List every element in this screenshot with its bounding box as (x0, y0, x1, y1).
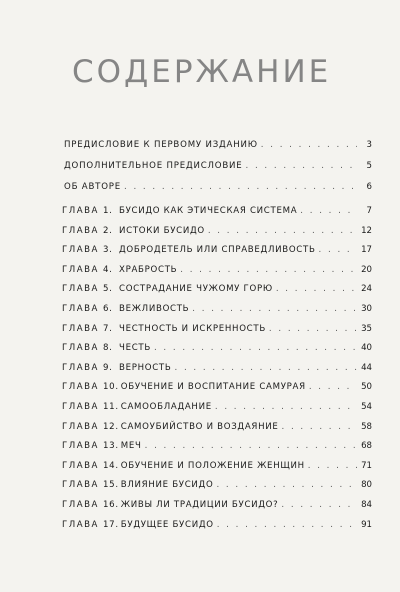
chapter-number: 13. (103, 441, 119, 452)
chapter-word: ГЛАВА (62, 499, 99, 510)
toc-entry-label: ОБУЧЕНИЕ И ВОСПИТАНИЕ САМУРАЯ (120, 382, 306, 393)
toc-entry-page: 50 (361, 382, 372, 393)
toc-entry-label: ДОБРОДЕТЕЛЬ ИЛИ СПРАВЕДЛИВОСТЬ (119, 245, 316, 256)
toc-entry-page: 5 (366, 161, 372, 171)
toc-entry-chapter-3 (62, 245, 372, 265)
chapter-number: 4. (103, 264, 113, 275)
toc-entry-label: ХРАБРОСТЬ (119, 264, 178, 275)
toc-entry-page: 91 (361, 519, 372, 530)
dot-leader (309, 382, 357, 392)
chapter-word: ГЛАВА (62, 225, 99, 236)
toc-entry-chapter-13 (62, 441, 372, 461)
chapter-number: 5. (103, 284, 113, 295)
toc-entry-page: 35 (361, 323, 372, 334)
toc-entry-page: 17 (361, 245, 372, 256)
toc-entry-page: 40 (361, 343, 372, 354)
toc-entry-chapter-7 (62, 324, 372, 344)
chapter-word: ГЛАВА (62, 206, 99, 216)
toc-entry-label: САМООБЛАДАНИЕ (120, 401, 212, 412)
chapter-number: 8. (103, 343, 113, 354)
chapter-word: ГЛАВА (62, 401, 99, 412)
dot-leader (174, 363, 357, 373)
toc-entry-page: 54 (361, 401, 372, 412)
dot-leader (216, 480, 357, 490)
toc-entry-chapter-12 (62, 422, 372, 442)
toc-entry-page: 24 (361, 284, 372, 295)
chapter-list (62, 206, 372, 539)
toc-entry-page: 68 (361, 441, 372, 452)
dot-leader (261, 140, 357, 150)
chapter-number: 6. (103, 303, 113, 314)
chapter-number: 11. (103, 401, 119, 412)
toc-entry-label: ИСТОКИ БУСИДО (119, 225, 205, 236)
toc-entry-preface-2 (62, 161, 372, 182)
toc-entry-page: 80 (361, 480, 372, 491)
toc-entry-label: ВЛИЯНИЕ БУСИДО (120, 480, 214, 491)
toc-entry-label: ЖИВЫ ЛИ ТРАДИЦИИ БУСИДО? (120, 499, 279, 510)
chapter-number: 7. (103, 323, 113, 334)
chapter-number: 1. (103, 206, 113, 216)
page-title: СОДЕРЖАНИЕ (72, 54, 332, 90)
chapter-number: 12. (103, 421, 119, 432)
toc-entry-page: 71 (361, 460, 372, 471)
toc-entry-label: ДОПОЛНИТЕЛЬНОЕ ПРЕДИСЛОВИЕ (64, 161, 243, 171)
dot-leader (154, 343, 357, 353)
dot-leader (269, 324, 357, 334)
toc-entry-chapter-6 (62, 304, 372, 324)
toc-entry-preface-1 (62, 140, 372, 161)
dot-leader (308, 461, 357, 471)
dot-leader (281, 500, 357, 510)
toc-entry-label: ВЕЖЛИВОСТЬ (119, 303, 190, 314)
chapter-word: ГЛАВА (62, 323, 99, 334)
chapter-number: 14. (103, 460, 119, 471)
chapter-word: ГЛАВА (62, 382, 99, 393)
toc-entry-page: 58 (361, 421, 372, 432)
chapter-word: ГЛАВА (62, 480, 99, 491)
dot-leader (276, 284, 357, 294)
toc-entry-chapter-10 (62, 382, 372, 402)
chapter-number: 10. (103, 382, 119, 393)
toc-entry-page: 30 (361, 303, 372, 314)
chapter-number: 17. (103, 519, 119, 530)
toc-entry-chapter-2 (62, 226, 372, 246)
dot-leader (215, 402, 357, 412)
chapter-number: 15. (103, 480, 119, 491)
toc-entry-page: 20 (361, 264, 372, 275)
toc-entry-label: ЧЕСТЬ (119, 343, 151, 354)
chapter-number: 9. (103, 362, 113, 373)
dot-leader (281, 422, 357, 432)
toc-entry-chapter-1 (62, 206, 372, 226)
toc-entry-page: 12 (361, 225, 372, 236)
dot-leader (180, 265, 357, 275)
chapter-word: ГЛАВА (62, 519, 99, 530)
dot-leader (208, 226, 357, 236)
toc-entry-label: БУДУЩЕЕ БУСИДО (120, 519, 214, 530)
toc-entry-chapter-11 (62, 402, 372, 422)
dot-leader (124, 182, 357, 192)
toc-entry-label: ОБ АВТОРЕ (64, 182, 121, 192)
toc-entry-about-author (62, 182, 372, 203)
toc-entry-chapter-16 (62, 500, 372, 520)
dot-leader (192, 304, 357, 314)
toc-entry-label: ЧЕСТНОСТЬ И ИСКРЕННОСТЬ (119, 323, 266, 334)
toc-entry-page: 3 (366, 140, 372, 150)
toc-entry-page: 84 (361, 499, 372, 510)
dot-leader (245, 161, 357, 171)
dot-leader (217, 520, 357, 530)
chapter-word: ГЛАВА (62, 460, 99, 471)
toc-entry-label: ПРЕДИСЛОВИЕ К ПЕРВОМУ ИЗДАНИЮ (64, 140, 258, 150)
toc-entry-label: БУСИДО КАК ЭТИЧЕСКАЯ СИСТЕМА (119, 206, 298, 216)
table-of-contents (62, 140, 372, 539)
chapter-word: ГЛАВА (62, 343, 99, 354)
chapter-word: ГЛАВА (62, 284, 99, 295)
toc-entry-label: ОБУЧЕНИЕ И ПОЛОЖЕНИЕ ЖЕНЩИН (120, 460, 305, 471)
toc-entry-page: 44 (361, 362, 372, 373)
toc-entry-page: 6 (366, 182, 372, 192)
toc-entry-label: СОСТРАДАНИЕ ЧУЖОМУ ГОРЮ (119, 284, 273, 295)
toc-entry-chapter-9 (62, 363, 372, 383)
dot-leader (145, 441, 357, 451)
chapter-word: ГЛАВА (62, 421, 99, 432)
toc-entry-chapter-5 (62, 284, 372, 304)
toc-entry-chapter-8 (62, 343, 372, 363)
toc-entry-chapter-17 (62, 520, 372, 540)
chapter-number: 3. (103, 245, 113, 256)
toc-entry-label: МЕЧ (120, 441, 142, 452)
chapter-number: 16. (103, 499, 119, 510)
toc-entry-label: ВЕРНОСТЬ (119, 362, 172, 373)
chapter-word: ГЛАВА (62, 441, 99, 452)
chapter-word: ГЛАВА (62, 303, 99, 314)
toc-entry-chapter-14 (62, 461, 372, 481)
chapter-number: 2. (103, 225, 113, 236)
chapter-word: ГЛАВА (62, 362, 99, 373)
dot-leader (300, 206, 357, 216)
toc-entry-label: САМОУБИЙСТВО И ВОЗДАЯНИЕ (120, 421, 279, 432)
toc-entry-chapter-15 (62, 480, 372, 500)
dot-leader (319, 245, 357, 255)
toc-entry-page: 7 (366, 206, 372, 216)
chapter-word: ГЛАВА (62, 264, 99, 275)
chapter-word: ГЛАВА (62, 245, 99, 256)
toc-entry-chapter-4 (62, 265, 372, 285)
